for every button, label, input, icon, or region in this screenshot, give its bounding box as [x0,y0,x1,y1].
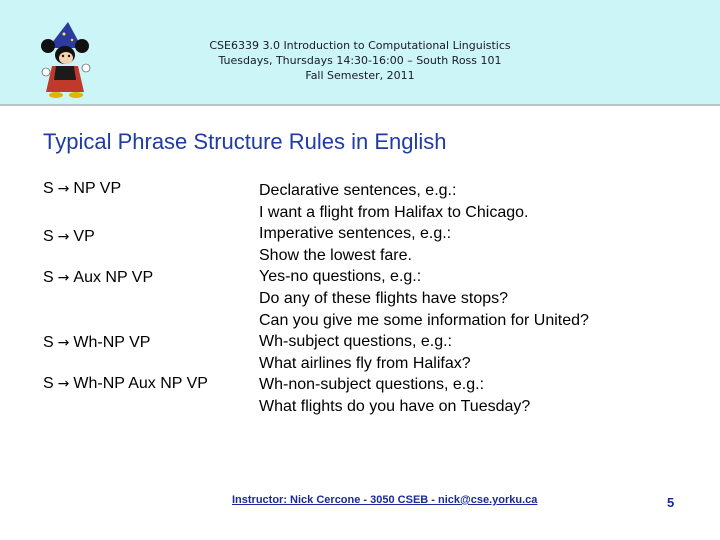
example-line: What flights do you have on Tuesday? [259,397,531,415]
rule-lhs: S [43,375,54,392]
example-line: I want a flight from Halifax to Chicago. [259,203,529,221]
rule-rhs: NP VP [73,180,122,197]
rule-lhs: S [43,269,54,286]
arrow-icon: → [57,270,70,286]
arrow-icon: → [57,229,70,245]
example-sentences [259,180,699,418]
page-number: 5 [667,495,675,510]
rule-item [43,269,153,287]
arrow-icon: → [57,181,70,197]
course-schedule-line: Tuesdays, Thursdays 14:30-16:00 – South Ross 101 [218,54,502,67]
example-line: Declarative sentences, e.g.: [259,182,457,199]
instructor-link[interactable]: Instructor: Nick Cercone - 3050 CSEB - nick@cse.yorku.ca [232,494,538,506]
rule-lhs: S [43,228,54,245]
rule-rhs: Aux NP VP [73,269,154,286]
rule-item [43,180,121,198]
rule-rhs: VP [73,228,95,245]
example-line: Wh-non-subject questions, e.g.: [259,376,485,394]
rule-item [43,375,208,393]
arrow-icon: → [57,376,70,392]
rule-lhs: S [43,334,54,351]
example-line: Wh-subject questions, e.g.: [259,333,452,351]
rule-lhs: S [43,180,54,197]
rule-item [43,334,150,352]
arrow-icon: → [57,335,70,351]
example-line: Do any of these flights have stops? [259,289,509,307]
slide-title: Typical Phrase Structure Rules in English [43,129,447,154]
rule-item [43,228,95,246]
example-line: Can you give me some information for United? [259,311,589,329]
course-semester-line: Fall Semester, 2011 [305,69,415,82]
rule-rhs: Wh-NP Aux NP VP [73,375,208,392]
example-line: What airlines fly from Halifax? [259,354,471,372]
course-title-line: CSE6339 3.0 Introduction to Computational Linguistics [209,39,511,52]
example-line: Yes-no questions, e.g.: [259,268,422,286]
example-line: Show the lowest fare. [259,246,412,264]
example-line: Imperative sentences, e.g.: [259,225,452,243]
phrase-structure-rules [43,0,253,540]
rule-rhs: Wh-NP VP [73,334,151,351]
